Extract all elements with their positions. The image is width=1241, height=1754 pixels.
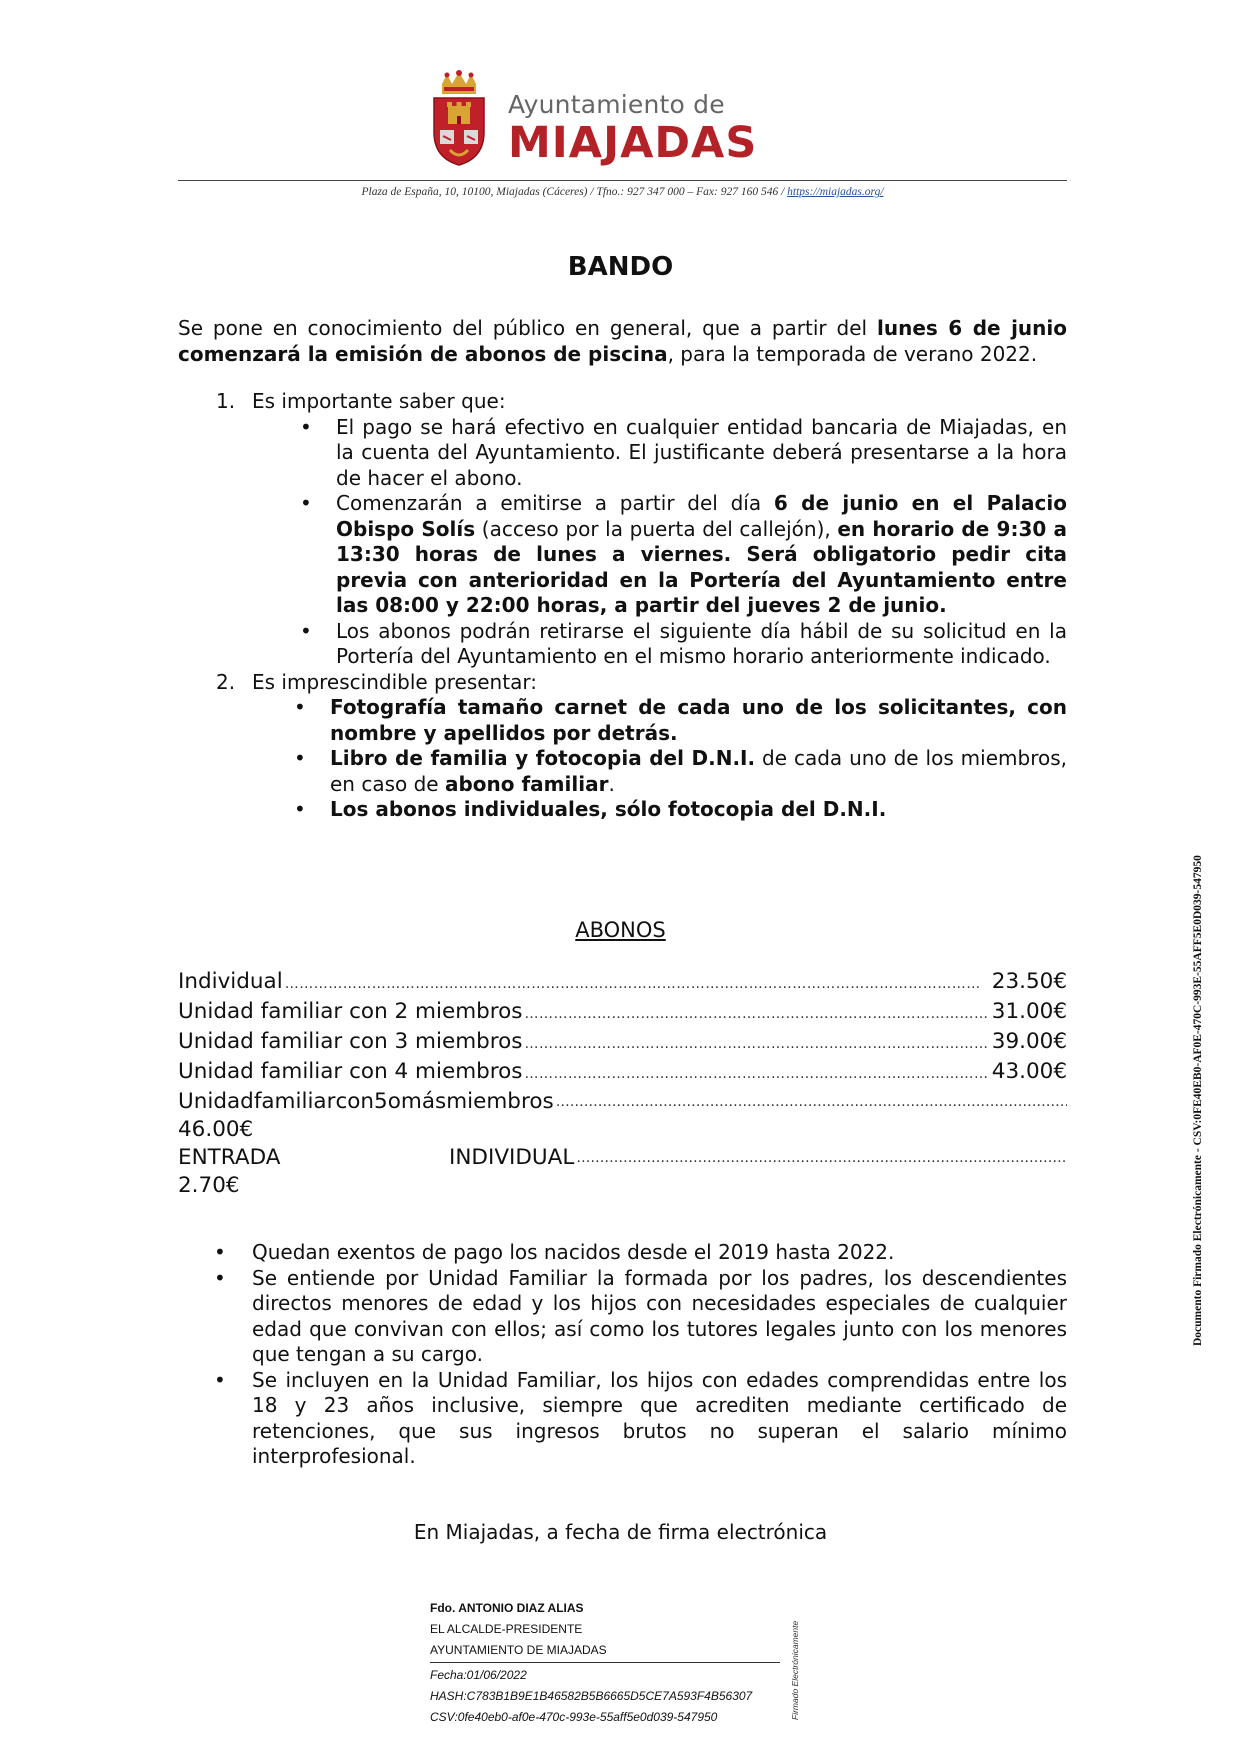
list-item: • Quedan exentos de pago los nacidos desde el 2019 hasta 2022. bbox=[252, 1240, 1067, 1266]
list-item: 2. Es imprescindible presentar: • Fotografía tamaño carnet de cada uno de los solicitantes, con nombre y apellidos por detrás. • Libro de familia y fotocopia del D.N.I. de cada uno de los miembros, en caso de abono familiar. • Los abonos individuales, sólo fotocopia del D.N.I. bbox=[178, 670, 1067, 823]
website-link[interactable]: https://miajadas.org/ bbox=[787, 186, 884, 198]
list-item: • Se incluyen en la Unidad Familiar, los hijos con edades comprendidas entre los 18 y 23 años inclusive, siempre que acrediten mediante certificado de retenciones, que sus ingresos brutos no superan el salario mínimo interprofesional. bbox=[252, 1368, 1067, 1470]
main-content bbox=[178, 316, 1067, 823]
list-item: • Se entiende por Unidad Familiar la formada por los padres, los descendientes directos menores de edad y los hijos con necesidades especiales de cualquier edad que convivan con ellos; así como los tutores legales junto con los menores que tengan a su cargo. bbox=[252, 1266, 1067, 1368]
header-divider bbox=[178, 180, 1067, 181]
price-value: 46.00€ bbox=[178, 1117, 254, 1142]
signature-block bbox=[430, 1598, 780, 1728]
list-item: • Los abonos podrán retirarse el siguiente día hábil de su solicitud en la Portería del Ayuntamiento en el mismo horario anteriormente indicado. bbox=[336, 619, 1067, 670]
price-list bbox=[178, 968, 1067, 1200]
intro-paragraph: Se pone en conocimiento del público en general, que a partir del lunes 6 de junio comenzará la emisión de abonos de piscina, para la temporada de verano 2022. bbox=[178, 316, 1067, 366]
brand-name: MIAJADAS bbox=[508, 118, 758, 168]
abonos-heading: ABONOS bbox=[575, 918, 666, 942]
signature-date: Fecha:01/06/2022 bbox=[430, 1668, 527, 1682]
requirements-list bbox=[178, 389, 1067, 823]
margin-csv-stamp: Documento Firmado Electrónicamente - CSV:0FE40EB0-AF0E-470C-993E-55AFF5E0D039-547950 bbox=[1192, 855, 1204, 1346]
list-item: • Fotografía tamaño carnet de cada uno de los solicitantes, con nombre y apellidos por detrás. bbox=[330, 695, 1067, 746]
list-item: • Libro de familia y fotocopia del D.N.I. de cada uno de los miembros, en caso de abono familiar. bbox=[330, 746, 1067, 797]
signer-role: EL ALCALDE-PRESIDENTE bbox=[430, 1622, 583, 1636]
list-item: • El pago se hará efectivo en cualquier entidad bancaria de Miajadas, en la cuenta del Ayuntamiento. El justificante deberá presentarse a la hora de hacer el abono. bbox=[336, 415, 1067, 492]
price-value: 2.70€ bbox=[178, 1173, 240, 1198]
section-heading: Es imprescindible presentar: bbox=[252, 669, 537, 694]
price-row: ENTRADA INDIVIDUAL ……………………………………………………………………………………………………………………………… bbox=[178, 1144, 1067, 1172]
section-heading: Es importante saber que: bbox=[252, 389, 506, 413]
price-row: Unidad familiar con 5 o más miembros ……………………………………………………………………………………………………………………………… bbox=[178, 1088, 1067, 1116]
letterhead bbox=[430, 70, 757, 167]
signer-name: Fdo. ANTONIO DIAZ ALIAS bbox=[430, 1601, 584, 1615]
closing-line: En Miajadas, a fecha de firma electrónica bbox=[413, 1520, 828, 1544]
notes-section bbox=[178, 1240, 1067, 1470]
price-row: Unidad familiar con 2 miembros ……………………………………………………………………………………………………………………………… 31.00€ bbox=[178, 998, 1067, 1028]
signature-divider bbox=[430, 1662, 780, 1663]
document-title: BANDO bbox=[567, 252, 674, 282]
coat-of-arms-logo bbox=[430, 70, 488, 166]
price-row: Individual ……………………………………………………………………………………………………………………………… 23.50€ bbox=[178, 968, 1067, 998]
price-row: Unidad familiar con 4 miembros ……………………………………………………………………………………………………………………………… 43.00€ bbox=[178, 1058, 1067, 1088]
bullet-list bbox=[178, 1240, 1067, 1470]
signer-org: AYUNTAMIENTO DE MIAJADAS bbox=[430, 1643, 607, 1657]
signed-electronically-label: Firmado Electrónicamente bbox=[790, 1620, 800, 1720]
list-item: • Comenzarán a emitirse a partir del día 6 de junio en el Palacio Obispo Solís (acceso por la puerta del callejón), en horario de 9:30 a 13:30 horas de lunes a viernes. Será obligatorio pedir cita previa con anterioridad en la Portería del Ayuntamiento entre las 08:00 y 22:00 horas, a partir del jueves 2 de junio. bbox=[336, 491, 1067, 619]
signature-hash: HASH:C783B1B9E1B46582B5B6665D5CE7A593F4B56307 bbox=[430, 1689, 753, 1703]
contact-line bbox=[178, 186, 1067, 198]
price-row: Unidad familiar con 3 miembros ……………………………………………………………………………………………………………………………… 39.00€ bbox=[178, 1028, 1067, 1058]
brand-subtitle: Ayuntamiento de bbox=[508, 90, 725, 119]
address-text: Plaza de España, 10, 10100, Miajadas (Cáceres) / Tfno.: 927 347 000 – Fax: 927 160 546 / bbox=[361, 186, 788, 198]
bullet-list bbox=[252, 695, 1067, 823]
list-item: • Los abonos individuales, sólo fotocopia del D.N.I. bbox=[330, 797, 1067, 823]
bullet-list bbox=[252, 415, 1067, 670]
signature-csv: CSV:0fe40eb0-af0e-470c-993e-55aff5e0d039-547950 bbox=[430, 1710, 718, 1724]
list-item: 1. Es importante saber que: • El pago se hará efectivo en cualquier entidad bancaria de Miajadas, en la cuenta del Ayuntamiento. El justificante deberá presentarse a la hora de hacer el abono. • Comenzarán a emitirse a partir del día 6 de junio en el Palacio Obispo Solís (acceso por la puerta del callejón), en horario de 9:30 a 13:30 horas de lunes a viernes. Será obligatorio pedir cita previa con anterioridad en la Portería del Ayuntamiento entre las 08:00 y 22:00 horas, a partir del jueves 2 de junio. • Los abonos podrán retirarse el siguiente día hábil de su solicitud en la Portería del Ayuntamiento en el mismo horario anteriormente indicado. bbox=[178, 389, 1067, 670]
